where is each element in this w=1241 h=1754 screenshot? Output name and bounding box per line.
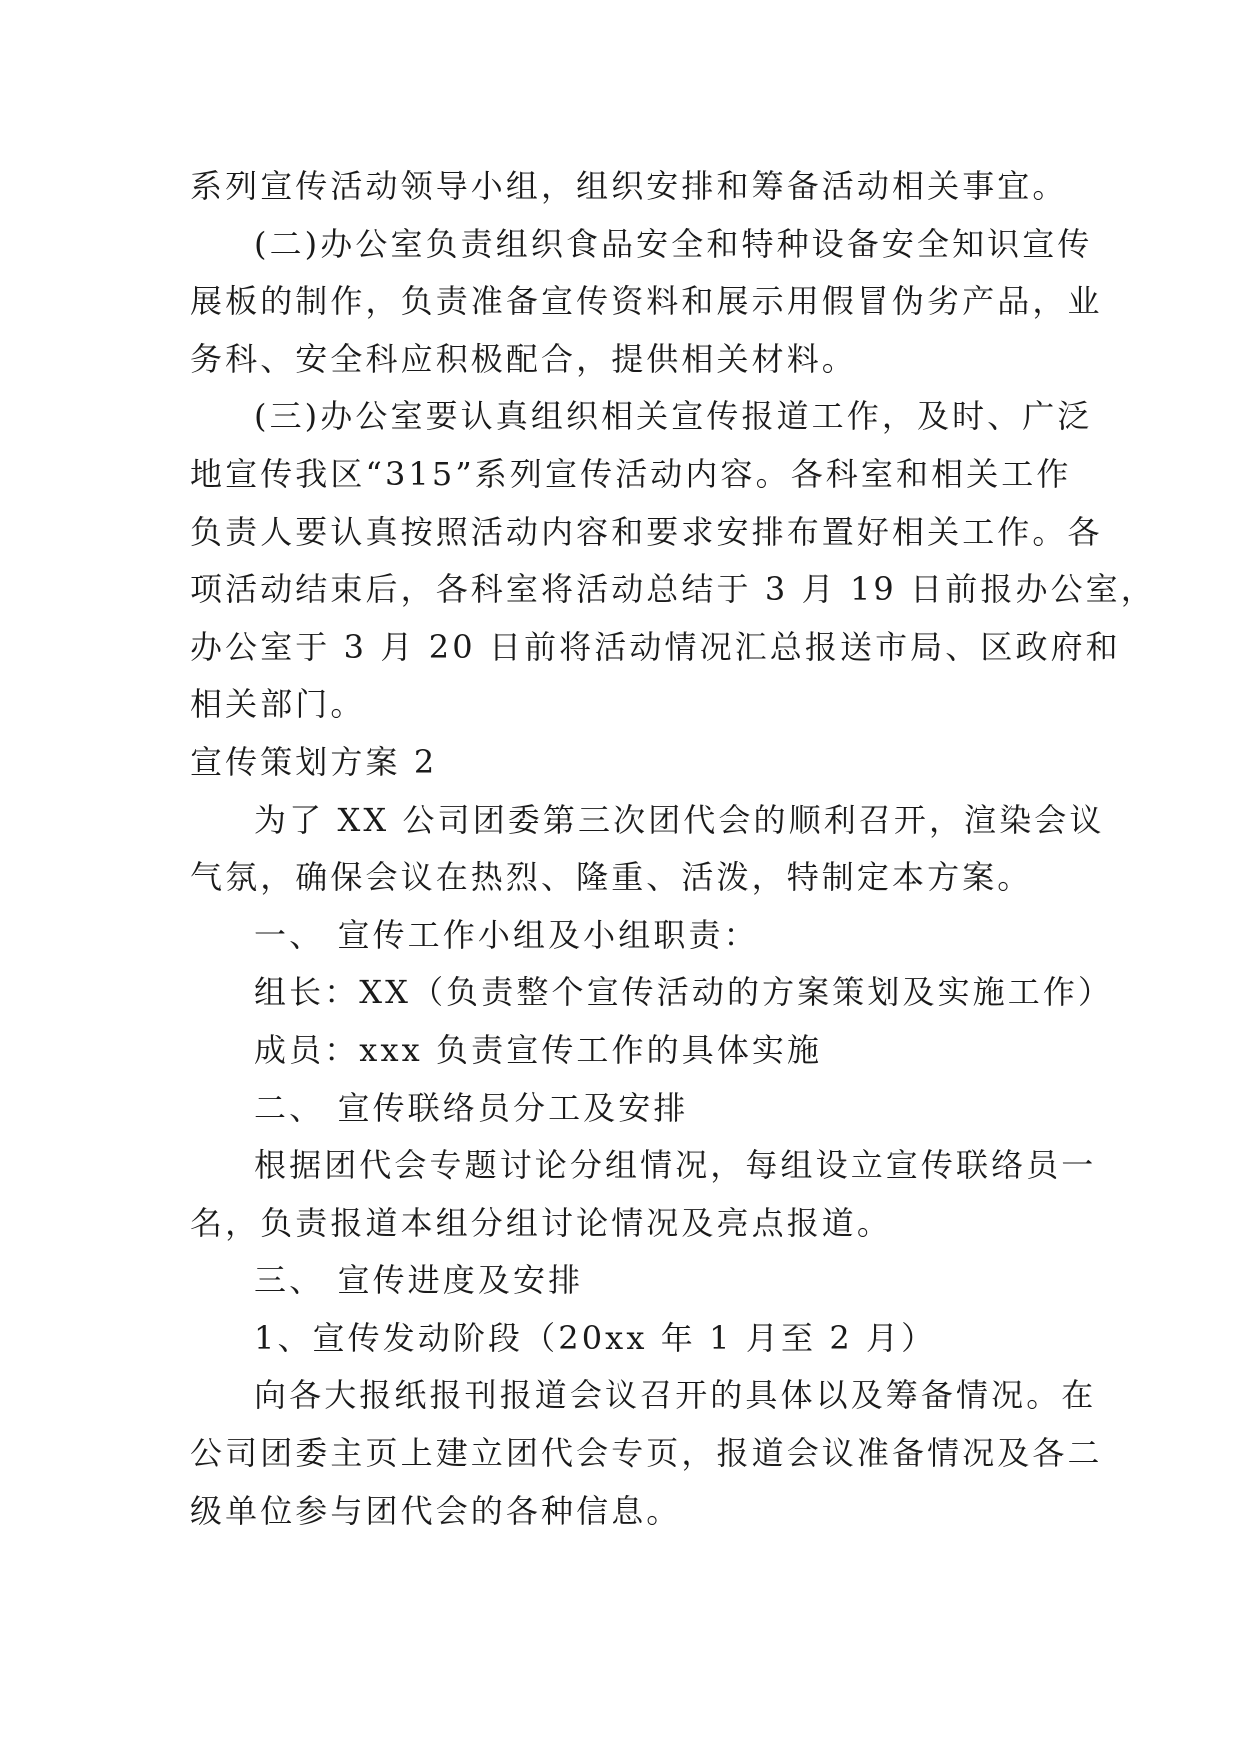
- text-line: 根据团代会专题讨论分组情况，每组设立宣传联络员一: [254, 1146, 1097, 1185]
- text-line: 成员：xxx 负责宣传工作的具体实施: [254, 1030, 823, 1069]
- text-line: 地宣传我区“315”系列宣传活动内容。各科室和相关工作: [190, 454, 1072, 493]
- text-line: 负责人要认真按照活动内容和要求安排布置好相关工作。各: [190, 512, 1103, 551]
- text-line: 办公室于 3 月 20 日前将活动情况汇总报送市局、区政府和: [190, 627, 1121, 666]
- text-line: 名，负责报道本组分组讨论情况及亮点报道。: [190, 1203, 893, 1242]
- text-line: 系列宣传活动领导小组，组织安排和筹备活动相关事宜。: [190, 167, 1068, 205]
- text-line: 务科、安全科应积极配合，提供相关材料。: [190, 339, 857, 378]
- text-line: 公司团委主页上建立团代会专页，报道会议准备情况及各二: [190, 1434, 1103, 1473]
- text-line: 级单位参与团代会的各种信息。: [190, 1491, 682, 1530]
- list-heading: 一、 宣传工作小组及小组职责：: [254, 915, 759, 954]
- text-line: 1、宣传发动阶段（20xx 年 1 月至 2 月）: [254, 1318, 937, 1357]
- list-heading: 三、 宣传进度及安排: [254, 1261, 584, 1300]
- text-line: 向各大报纸报刊报道会议召开的具体以及筹备情况。在: [254, 1376, 1097, 1415]
- text-line: (三)办公室要认真组织相关宣传报道工作，及时、广泛: [254, 397, 1093, 436]
- list-heading: 二、 宣传联络员分工及安排: [254, 1088, 689, 1127]
- text-line: (二)办公室负责组织食品安全和特种设备安全知识宣传: [254, 224, 1093, 263]
- text-line: 组长：XX（负责整个宣传活动的方案策划及实施工作）: [254, 973, 1114, 1012]
- section-heading: 宣传策划方案 2: [190, 742, 438, 781]
- text-line: 展板的制作，负责准备宣传资料和展示用假冒伪劣产品，业: [190, 282, 1103, 321]
- text-line: 为了 XX 公司团委第三次团代会的顺利召开，渲染会议: [254, 800, 1105, 839]
- document-page: [190, 158, 1156, 1540]
- text-line: 气氛，确保会议在热烈、隆重、活泼，特制定本方案。: [190, 858, 1033, 897]
- text-line: 项活动结束后，各科室将活动总结于 3 月 19 日前报办公室，: [190, 570, 1156, 609]
- text-line: 相关部门。: [190, 685, 366, 724]
